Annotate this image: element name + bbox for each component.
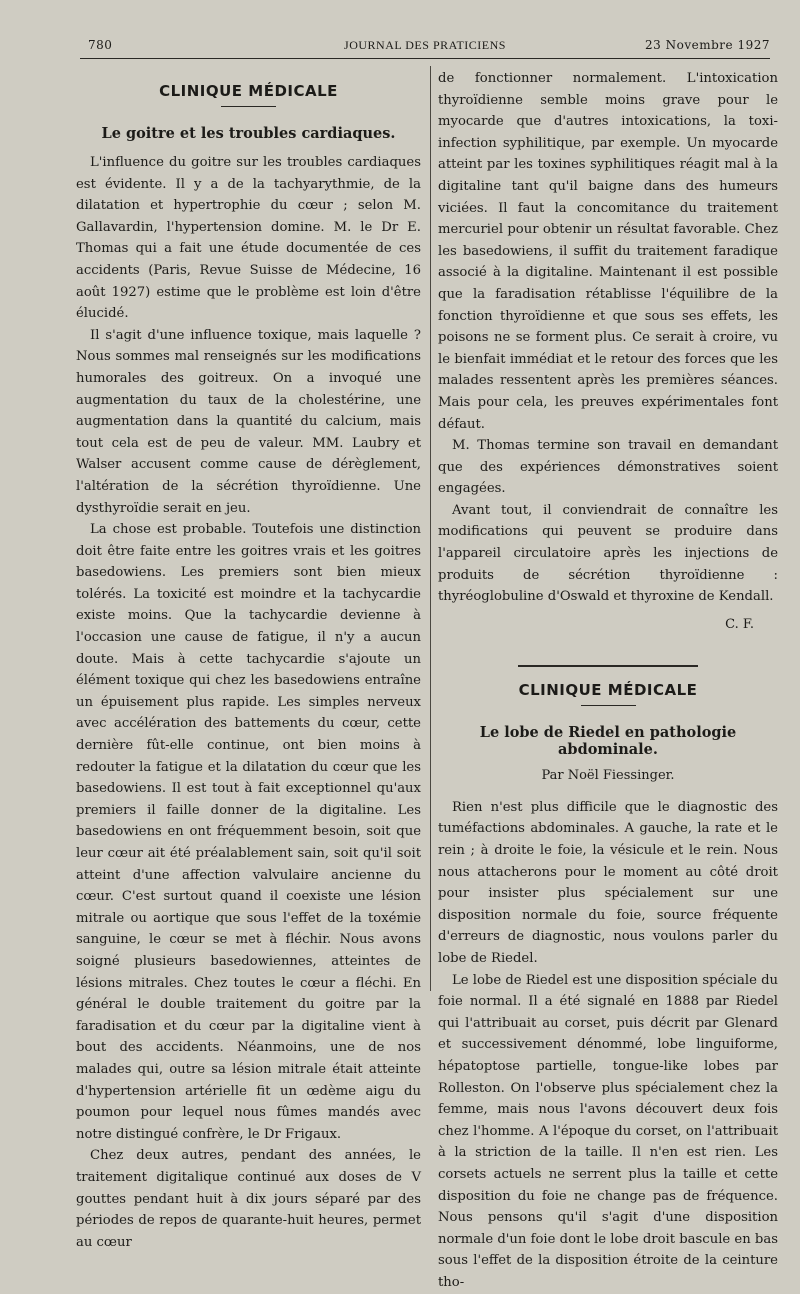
paragraph: M. Thomas termine son travail en demandant que des expériences démonstratives soient engagées. [438, 438, 778, 497]
issue-date: 23 Novembre 1927 [645, 38, 770, 52]
rubric-rule [581, 705, 636, 706]
byline: Par Noël Fiessinger. [541, 767, 675, 783]
journal-title: JOURNAL DES PRATICIENS [344, 38, 506, 52]
section-rubric: CLINIQUE MÉDICALE [159, 82, 338, 100]
paragraph: Le lobe de Riedel est une disposition spéciale du foie normal. Il a été signalé en 1888 par Riedel qui l'attribuait au corset, puis décrit par Glenard et successivement dénommé, lobe linguiforme, hépatoptose partielle, tongue-like lobes par Rolleston. On l'observe plus spécialement chez la femme, mais nous l'avons découvert deux fois chez l'homme. A l'époque du corset, on l'attribuait à la striction de la taille. Il n'en est rien. Les corsets actuels ne serrent plus la taille et cette disposition du foie ne change pas de fréquence. Nous pensons qu'il s'agit d'une disposition normale d'un foie dont le lobe droit bascule en bas sous l'effet de la disposition étroite de la ceinture tho- [438, 972, 779, 1290]
section-separator [518, 665, 698, 667]
right-column [438, 68, 778, 1294]
column-divider [430, 66, 431, 991]
paragraph: L'influence du goitre sur les troubles cardiaques est évidente. Il y a de la tachyarythmie, de la dilatation et hypertrophie du cœur ; selon M. Gallavardin, l'hypertension domine. M. le Dr E. Thomas qui a fait une étude documentée de ces accidents (Paris, Revue Suisse de Médecine, 16 août 1927) estime que le problème est loin d'être élucidé. [76, 155, 421, 322]
paragraph: La chose est probable. Toutefois une distinction doit être faite entre les goitres vrais et les goitres basedowiens. Les premiers sont bien mieux tolérés. La toxicité est moindre et la tachycardie existe moins. Que la tachycardie devienne à l'occasion une cause de fatigue, il n'y a aucun doute. Mais à cette tachycardie s'ajoute un élément toxique qui chez les basedowiens entraîne un épuisement plus rapide. Les simples nerveux avec accélération des battements du cœur, cette dernière fût-elle continue, ont bien moins à redouter la fatigue et la dilatation du cœur que les basedowiens. Il est tout à fait exceptionnel qu'aux premiers il faille donner de la digitaline. Les basedowiens en ont fréquemment besoin, soit que leur cœur ait été préalablement sain, soit qu'il soit atteint d'une affection valvulaire ancienne du cœur. C'est surtout quand il coexiste une lésion mitrale ou aortique que sous l'effet de la toxémie sanguine, le cœur se met à fléchir. Nous avons soigné plusieurs basedowiennes, atteintes de lésions mitrales. Chez toutes le cœur a fléchi. En général le double traitement du goitre par la faradisation et du cœur par la digitaline vient à bout des accidents. Néanmoins, une de nos malades qui, outre sa lésion mitrale était atteinte d'hypertension artérielle fit un œdème aigu du poumon pour lequel nous fûmes mandés avec notre distingué confrère, le Dr Frigaux. [76, 522, 421, 1142]
section-rubric: CLINIQUE MÉDICALE [518, 680, 698, 699]
paragraph: Rien n'est plus difficile que le diagnostic des tuméfactions abdominales. A gauche, la rate et le rein ; à droite le foie, la vésicule et le rein. Nous nous attacherons pour le moment au côté droit pour insister plus spécialement sur une disposition normale du foie, source fréquente d'erreurs de diagnostic, nous voulons parler du lobe de Riedel. [438, 799, 778, 966]
paragraph: Chez deux autres, pendant des années, le traitement digitalique continué aux doses de V gouttes pendant huit à dix jours séparé par des périodes de repos de quarante-huit heures, permet au cœur [76, 1148, 421, 1250]
page-number: 780 [88, 38, 113, 52]
rubric-rule [221, 106, 276, 107]
author-initials: C. F. [725, 616, 754, 632]
running-header [80, 36, 770, 59]
continued-paragraph: de fonctionner normalement. L'intoxication thyroïdienne semble moins grave pour le myocarde que d'autres intoxications, la toxi-infection syphilitique, par exemple. Un myocarde atteint par les toxines syphilitiques réagit mal à la digitaline tant qu'il baigne dans des humeurs viciées. Il faut la concomitance du traitement mercuriel pour obtenir un résultat favorable. Chez les basedowiens, il suffit du traitement faradique associé à la digitaline. Maintenant il est possible que la faradisation rétablisse l'équilibre de la fonction thyroïdienne et que sous ses effets, les poisons ne se forment plus. Ce serait à croire, vu le bienfait immédiat et le retour des forces que les malades ressentent après les premières séances. Mais pour cela, les preuves expérimentales font défaut. [438, 71, 778, 432]
left-column [76, 68, 421, 1253]
article-title: Le lobe de Riedel en pathologie abdominale. [479, 723, 737, 758]
paragraph: Il s'agit d'une influence toxique, mais laquelle ? Nous sommes mal renseignés sur les modifications humorales des goitreux. On a invoqué une augmentation du taux de la cholestérine, une augmentation dans la quantité du calcium, mais tout cela est de peu de valeur. MM. Laubry et Walser accusent comme cause de dérèglement, l'altération de la sécrétion thyroïdienne. Une dysthyroïdie serait en jeu. [76, 327, 421, 516]
paragraph: Avant tout, il conviendrait de connaître les modifications qui peuvent se produire dans l'appareil circulatoire après les injections de produits de sécrétion thyroïdienne : thyréoglobuline d'Oswald et thyroxine de Kendall. [438, 502, 778, 605]
article-title: Le goitre et les troubles cardiaques. [101, 125, 396, 142]
